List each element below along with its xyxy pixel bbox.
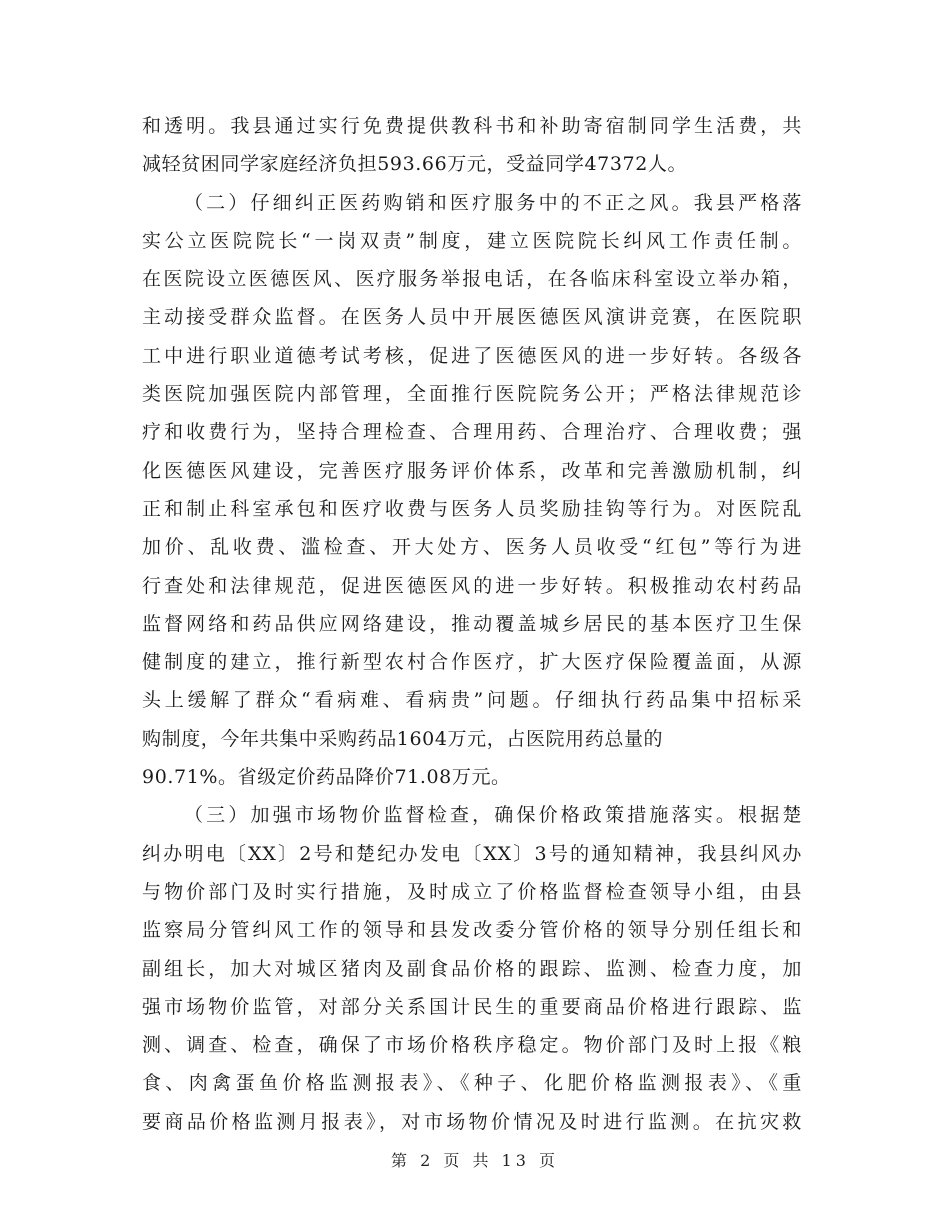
text-line: 监督网络和药品供应网络建设，推动覆盖城乡居民的基本医疗卫生保 bbox=[142, 612, 802, 635]
text-line: 类医院加强医院内部管理，全面推行医院院务公开；严格法律规范诊 bbox=[142, 383, 802, 406]
text-line: （三）加强市场物价监督检查，确保价格政策措施落实。根据楚 bbox=[184, 804, 802, 827]
page-number-label: 第 2 页 共 13 页 bbox=[391, 1151, 559, 1170]
text-line: 工中进行职业道德考试考核，促进了医德医风的进一步好转。各级各 bbox=[142, 344, 802, 367]
text-line: （二）仔细纠正医药购销和医疗服务中的不正之风。我县严格落 bbox=[184, 191, 802, 214]
text-line: 头上缓解了群众“看病难、看病贵”问题。仔细执行药品集中招标采 bbox=[142, 689, 802, 712]
document-body bbox=[142, 107, 802, 1141]
text-line: 纠办明电〔XX〕2号和楚纪办发电〔XX〕3号的通知精神，我县纠风办 bbox=[142, 842, 802, 865]
text-line: 监察局分管纠风工作的领导和县发改委分管价格的领导分别任组长和 bbox=[142, 919, 802, 942]
text-line: 副组长，加大对城区猪肉及副食品价格的跟踪、监测、检查力度，加 bbox=[142, 957, 802, 980]
text-line: 在医院设立医德医风、医疗服务举报电话，在各临床科室设立举办箱， bbox=[142, 268, 802, 291]
page-footer bbox=[0, 1150, 950, 1172]
text-line: 减轻贫困同学家庭经济负担593.66万元，受益同学47372人。 bbox=[142, 153, 688, 176]
text-line: 实公立医院院长“一岗双责”制度，建立医院院长纠风工作责任制。 bbox=[142, 229, 802, 252]
text-line: 购制度，今年共集中采购药品1604万元，占医院用药总量的 bbox=[142, 727, 664, 750]
text-line: 测、调查、检查，确保了市场价格秩序稳定。物价部门及时上报《粮 bbox=[142, 1034, 802, 1057]
text-line: 主动接受群众监督。在医务人员中开展医德医风演讲竞赛，在医院职 bbox=[142, 306, 802, 329]
text-line: 正和制止科室承包和医疗收费与医务人员奖励挂钩等行为。对医院乱 bbox=[142, 497, 802, 520]
text-line: 强市场物价监管，对部分关系国计民生的重要商品价格进行跟踪、监 bbox=[142, 995, 802, 1018]
text-line: 疗和收费行为，坚持合理检查、合理用药、合理治疗、合理收费；强 bbox=[142, 421, 802, 444]
text-line: 健制度的建立，推行新型农村合作医疗，扩大医疗保险覆盖面，从源 bbox=[142, 651, 802, 674]
text-line: 和透明。我县通过实行免费提供教科书和补助寄宿制同学生活费，共 bbox=[142, 115, 802, 137]
text-line: 食、肉禽蛋鱼价格监测报表》、《种子、化肥价格监测报表》、《重 bbox=[142, 1072, 802, 1095]
text-line: 与物价部门及时实行措施，及时成立了价格监督检查领导小组，由县 bbox=[142, 880, 802, 903]
text-line: 90.71%。省级定价药品降价71.08万元。 bbox=[142, 766, 511, 789]
text-line: 要商品价格监测月报表》，对市场物价情况及时进行监测。在抗灾救 bbox=[142, 1110, 802, 1133]
text-line: 化医德医风建设，完善医疗服务评价体系，改革和完善激励机制，纠 bbox=[142, 459, 802, 482]
text-line: 行查处和法律规范，促进医德医风的进一步好转。积极推动农村药品 bbox=[142, 574, 802, 597]
text-line: 加价、乱收费、滥检查、开大处方、医务人员收受“红包”等行为进 bbox=[142, 536, 802, 559]
